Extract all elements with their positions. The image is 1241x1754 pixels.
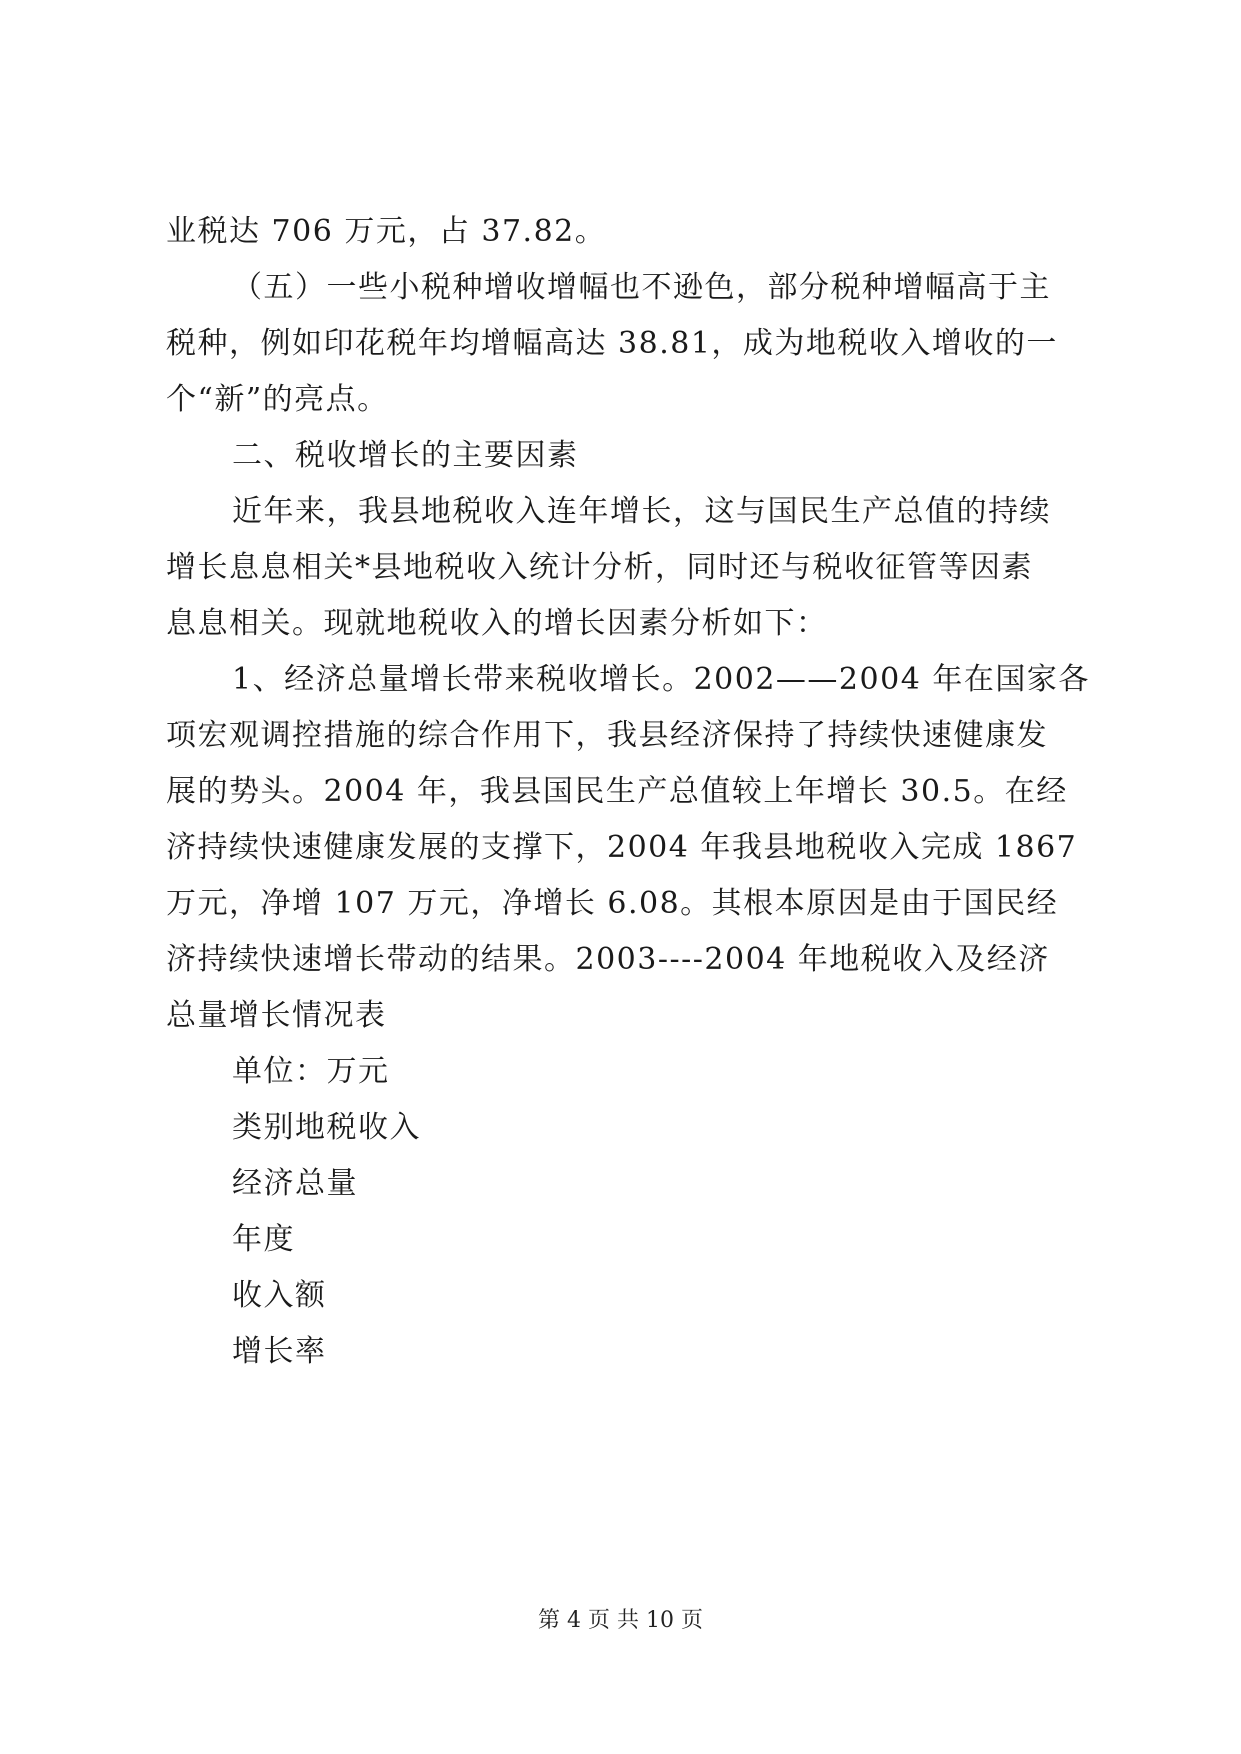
section-heading: 二、税收增长的主要因素 — [232, 438, 579, 473]
table-cell: 类别地税收入 — [232, 1110, 421, 1145]
table-cell: 增长率 — [232, 1334, 327, 1369]
paragraph-line: 增长息息相关*县地税收入统计分析，同时还与税收征管等因素 — [166, 550, 1033, 585]
paragraph-line: （五）一些小税种增收增幅也不逊色，部分税种增幅高于主 — [232, 270, 1051, 305]
paragraph-line: 济持续快速增长带动的结果。2003----2004 年地税收入及经济 — [166, 942, 1050, 977]
paragraph-line: 个“新”的亮点。 — [166, 382, 389, 417]
table-cell: 经济总量 — [232, 1166, 358, 1201]
paragraph-line: 济持续快速健康发展的支撑下，2004 年我县地税收入完成 1867 — [166, 830, 1078, 865]
page-number-footer: 第 4 页 共 10 页 — [538, 1608, 703, 1633]
paragraph-line: 业税达 706 万元，占 37.82。 — [166, 214, 607, 249]
paragraph-line: 总量增长情况表 — [166, 998, 387, 1033]
paragraph-line: 万元，净增 107 万元，净增长 6.08。其根本原因是由于国民经 — [166, 886, 1059, 921]
table-unit-label: 单位：万元 — [232, 1054, 390, 1089]
paragraph-line: 息息相关。现就地税收入的增长因素分析如下： — [166, 606, 828, 641]
table-cell: 年度 — [232, 1222, 295, 1257]
paragraph-line: 近年来，我县地税收入连年增长，这与国民生产总值的持续 — [232, 494, 1051, 529]
paragraph-line: 税种，例如印花税年均增幅高达 38.81，成为地税收入增收的一 — [166, 326, 1058, 361]
paragraph-line: 项宏观调控措施的综合作用下，我县经济保持了持续快速健康发 — [166, 718, 1048, 753]
paragraph-line: 1、经济总量增长带来税收增长。2002——2004 年在国家各 — [232, 662, 1090, 697]
table-cell: 收入额 — [232, 1278, 327, 1313]
paragraph-line: 展的势头。2004 年，我县国民生产总值较上年增长 30.5。在经 — [166, 774, 1068, 809]
